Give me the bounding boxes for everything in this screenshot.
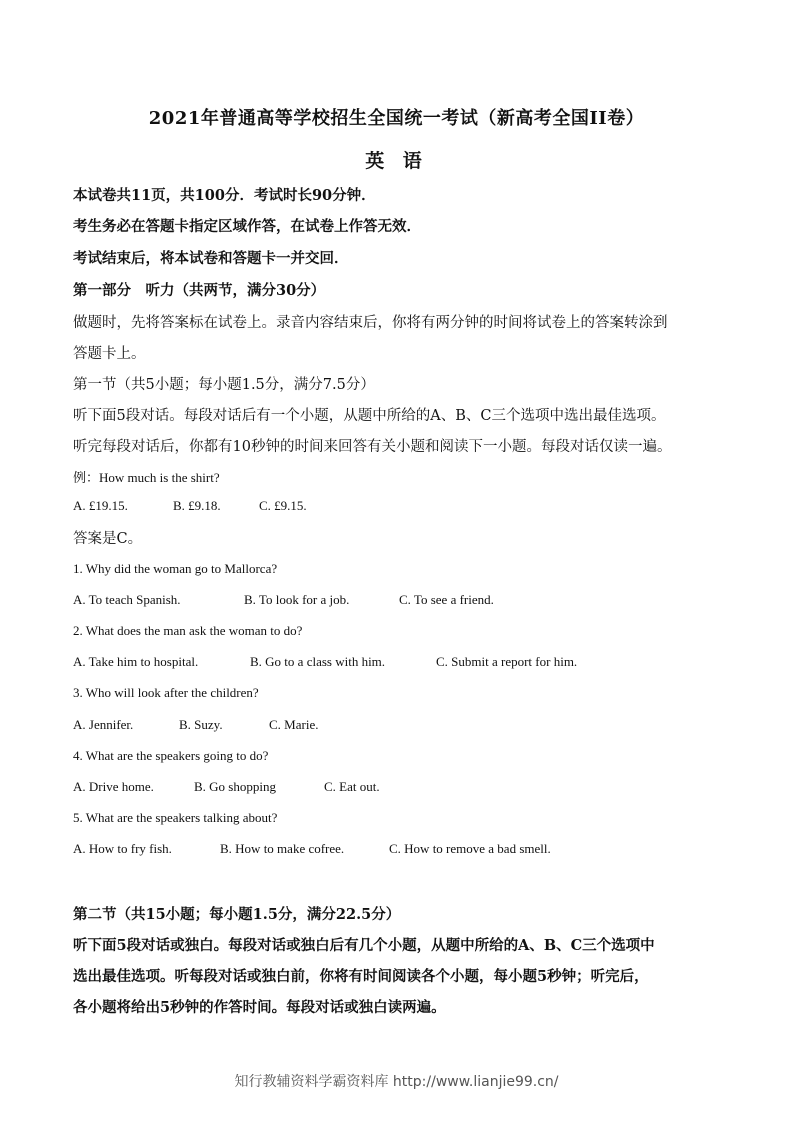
section1-intro-line2: 听完每段对话后，你都有10秒钟的时间来回答有关小题和阅读下一小题。每段对话仅读一遍。 xyxy=(73,439,672,455)
instruction-2: 考生务必在答题卡指定区域作答，在试卷上作答无效． xyxy=(73,218,421,235)
example-option-b: B. £9.18. xyxy=(173,498,221,513)
q3-option-b: B. Suzy. xyxy=(179,717,223,732)
example-option-a: A. £19.15. xyxy=(73,498,128,513)
q1-option-a: A. To teach Spanish. xyxy=(73,592,181,607)
example-question: 例：How much is the shirt? xyxy=(73,470,220,485)
question-3: 3. Who will look after the children? xyxy=(73,685,259,700)
section2-intro-line3: 各小题将给出5秒钟的作答时间。每段对话或独白读两遍。 xyxy=(73,999,446,1016)
question-1: 1. Why did the woman go to Mallorca? xyxy=(73,561,278,576)
instruction-1: 本试卷共11页，共100分．考试时长90分钟． xyxy=(73,187,376,204)
exam-title: 2021年普通高等学校招生全国统一考试（新高考全国II卷） xyxy=(148,108,645,129)
section2-intro-line1: 听下面5段对话或独白。每段对话或独白后有几个小题，从题中所给的A、B、C三个选项中 xyxy=(73,937,655,954)
q4-option-c: C. Eat out. xyxy=(324,779,380,794)
q2-option-a: A. Take him to hospital. xyxy=(73,654,199,669)
q3-option-a: A. Jennifer. xyxy=(73,717,134,732)
question-4-options xyxy=(73,779,380,795)
q3-option-c: C. Marie. xyxy=(269,717,319,732)
footer-watermark: 知行教辅资料学霸资料库 http://www.lianjie99.cn/ xyxy=(234,1074,559,1090)
part1-intro-line2: 答题卡上。 xyxy=(73,346,146,362)
section2-heading: 第二节（共15小题；每小题1.5分，满分22.5分） xyxy=(73,906,401,923)
example-option-c: C. £9.15. xyxy=(259,498,307,513)
q5-option-a: A. How to fry fish. xyxy=(73,841,172,856)
question-4: 4. What are the speakers going to do? xyxy=(73,748,269,763)
question-2: 2. What does the man ask the woman to do? xyxy=(73,623,303,638)
question-3-options xyxy=(73,717,318,733)
example-answer: 答案是C。 xyxy=(73,531,143,547)
question-1-options xyxy=(73,592,494,608)
question-2-options xyxy=(73,654,577,670)
example-options xyxy=(73,498,307,514)
q2-option-b: B. Go to a class with him. xyxy=(250,654,386,669)
section1-heading: 第一节（共5小题；每小题1.5分，满分7.5分） xyxy=(73,377,375,393)
part1-intro-line1: 做题时，先将答案标在试卷上。录音内容结束后，你将有两分钟的时间将试卷上的答案转涂到 xyxy=(73,315,668,331)
q4-option-a: A. Drive home. xyxy=(73,779,154,794)
q5-option-b: B. How to make cofree. xyxy=(220,841,345,856)
question-5: 5. What are the speakers talking about? xyxy=(73,810,278,825)
question-5-options xyxy=(73,841,551,857)
section2-intro-line2: 选出最佳选项。听每段对话或独白前，你将有时间阅读各个小题，每小题5秒钟；听完后， xyxy=(73,968,649,985)
instruction-3: 考试结束后，将本试卷和答题卡一并交回． xyxy=(73,250,349,267)
q5-option-c: C. How to remove a bad smell. xyxy=(389,841,551,856)
subject-title: 英 语 xyxy=(365,150,428,172)
q4-option-b: B. Go shopping xyxy=(194,779,276,794)
section1-intro-line1: 听下面5段对话。每段对话后有一个小题，从题中所给的A、B、C三个选项中选出最佳选项。 xyxy=(73,408,666,424)
q2-option-c: C. Submit a report for him. xyxy=(436,654,578,669)
q1-option-c: C. To see a friend. xyxy=(399,592,494,607)
q1-option-b: B. To look for a job. xyxy=(244,592,350,607)
part1-heading: 第一部分 听力（共两节，满分30分） xyxy=(73,282,326,299)
